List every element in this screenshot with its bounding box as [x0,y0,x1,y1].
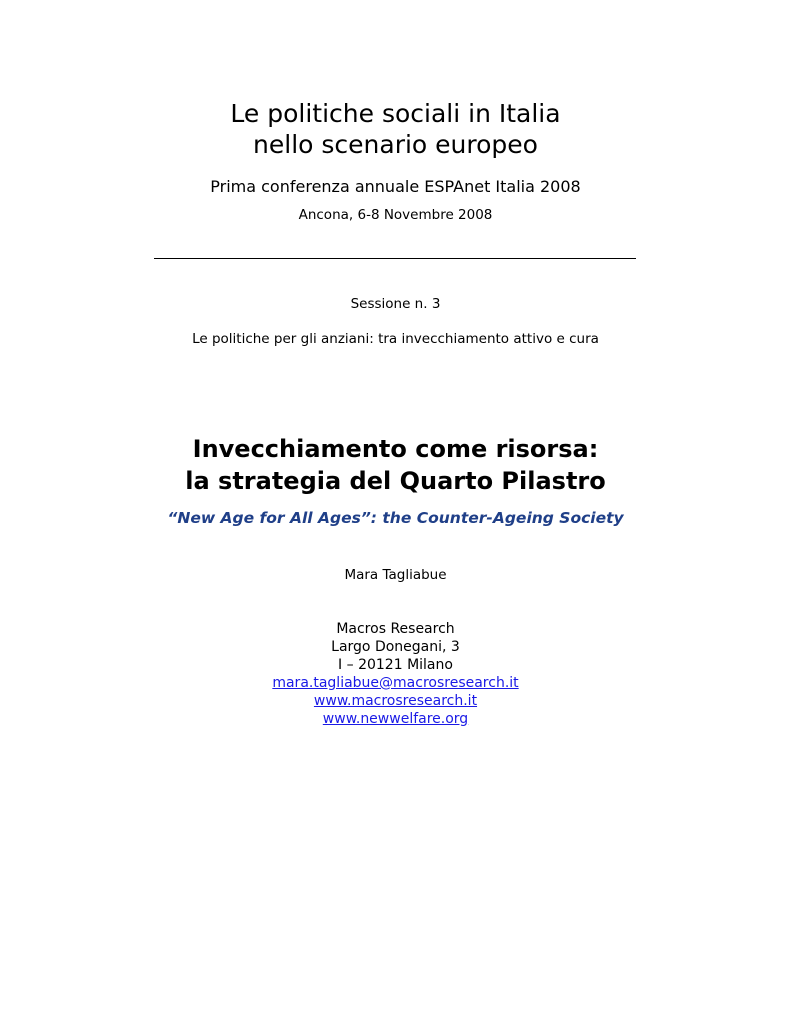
session-label: Sessione n. 3 [350,296,441,312]
affiliation-street: Largo Donegani, 3 [331,639,460,655]
paper-title-line-2: la strategia del Quarto Pilastro [185,467,606,495]
affiliation-city: I – 20121 Milano [338,657,453,673]
website-link-macrosresearch[interactable]: www.macrosresearch.it [313,693,478,709]
conference-subtitle: Prima conferenza annuale ESPAnet Italia 2008 [210,177,581,196]
conference-title-line-2: nello scenario europeo [253,130,538,159]
paper-subtitle: “New Age for All Ages”: the Counter-Ageing Society [167,509,624,527]
website-link-newwelfare[interactable]: www.newwelfare.org [322,711,469,727]
paper-title [0,433,791,497]
affiliation-organization: Macros Research [336,621,455,637]
session-topic: Le politiche per gli anziani: tra invecchiamento attivo e cura [192,331,599,347]
conference-place-date: Ancona, 6-8 Novembre 2008 [298,207,493,223]
conference-title [0,98,791,160]
separator-rule [154,258,636,259]
email-link[interactable]: mara.tagliabue@macrosresearch.it [272,675,519,691]
author-name: Mara Tagliabue [344,567,447,583]
affiliation-block [0,620,791,728]
conference-title-line-1: Le politiche sociali in Italia [230,99,561,128]
paper-title-line-1: Invecchiamento come risorsa: [192,435,599,463]
